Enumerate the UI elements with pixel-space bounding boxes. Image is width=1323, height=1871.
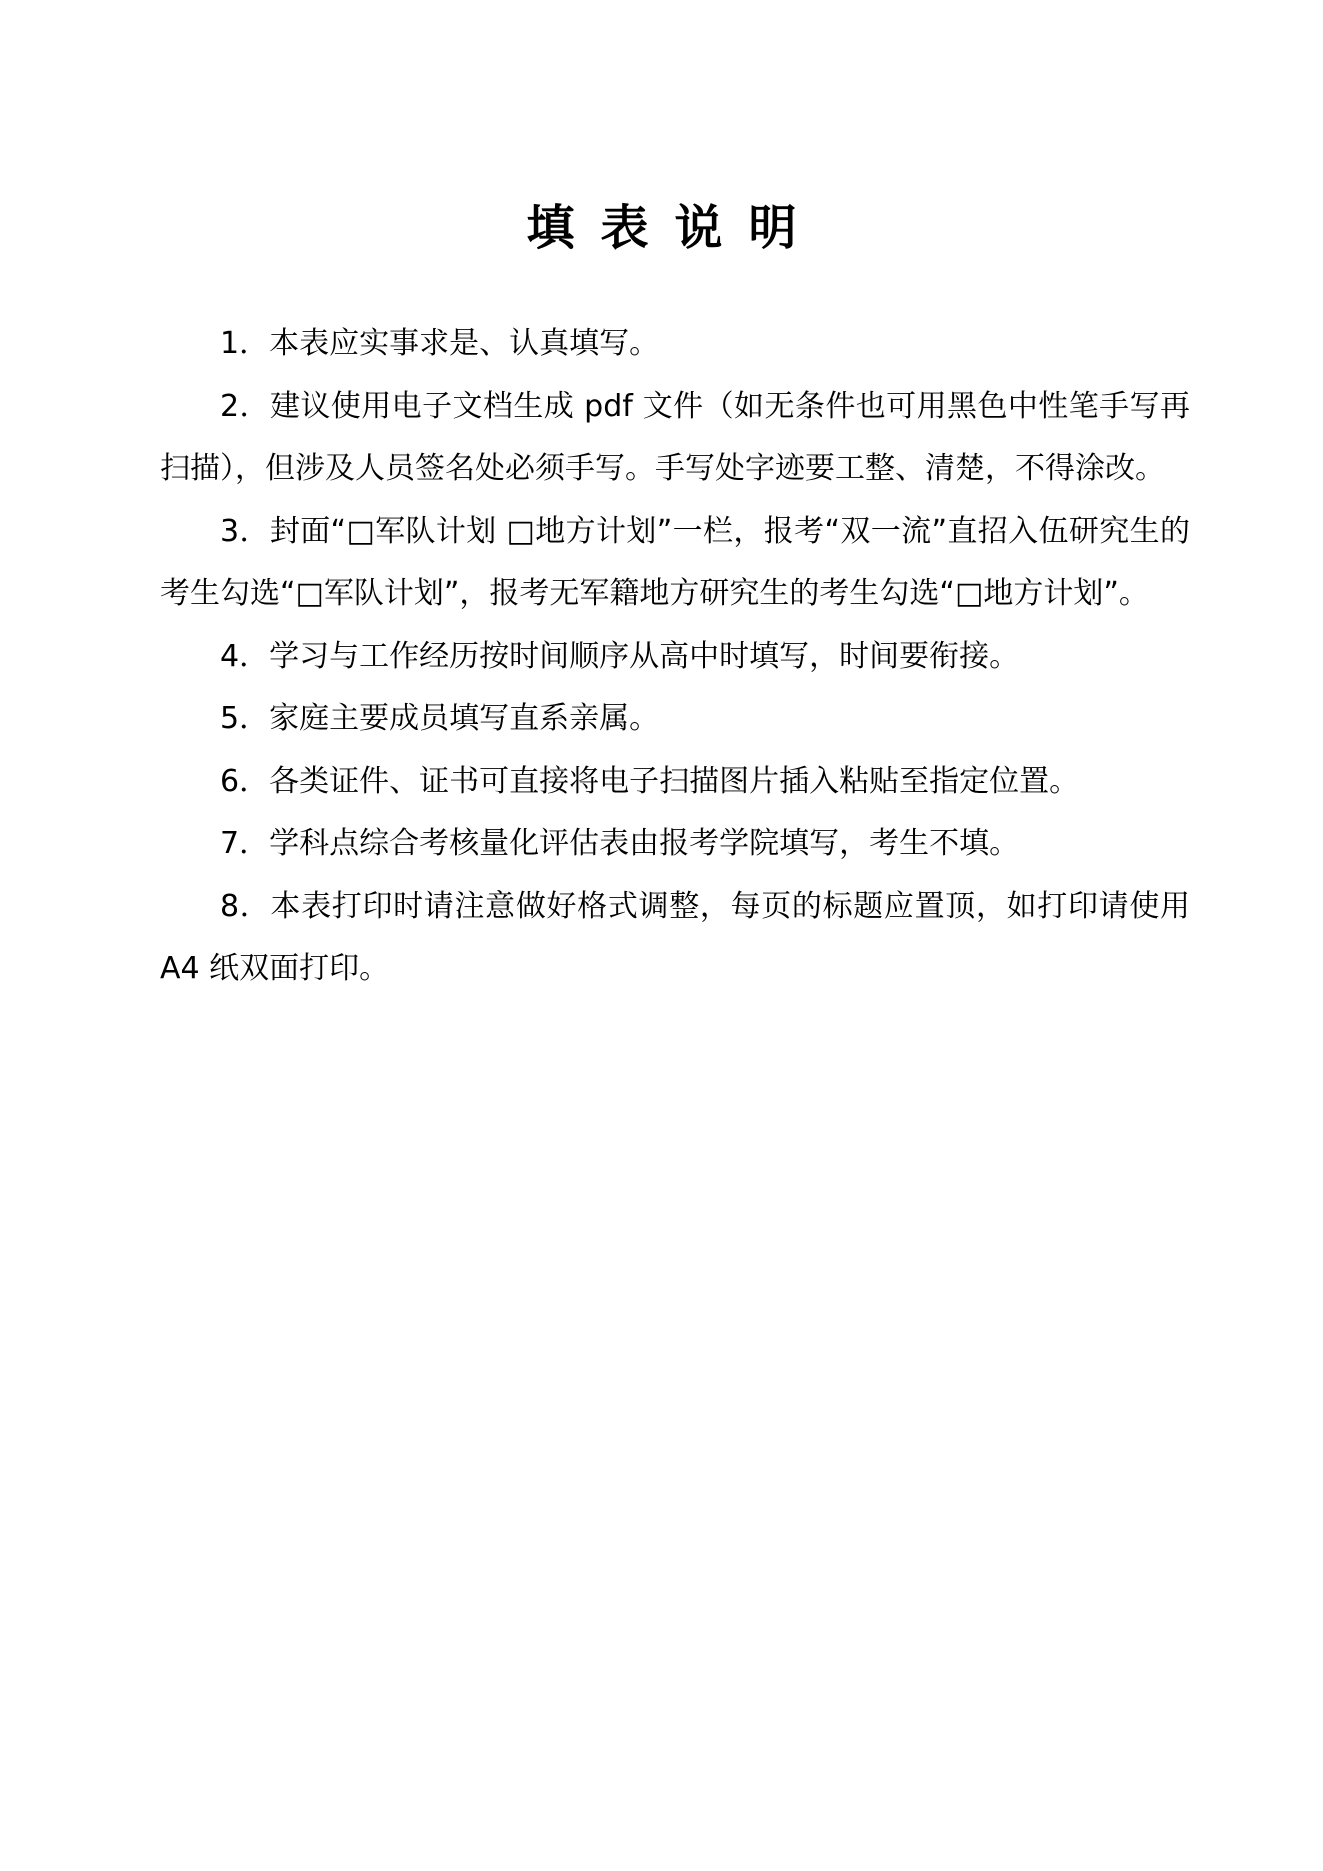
instruction-item: 5．家庭主要成员填写直系亲属。 [220,701,660,736]
instruction-item: 2．建议使用电子文档生成 pdf 文件（如无条件也可用黑色中性笔手写再扫描），但涉及人员签名处必须手写。手写处字迹要工整、清楚，不得涂改。 [160,388,1190,486]
instruction-item: 8．本表打印时请注意做好格式调整，每页的标题应置顶，如打印请使用 A4 纸双面打印。 [160,888,1190,986]
instruction-item: 6．各类证件、证书可直接将电子扫描图片插入粘贴至指定位置。 [220,763,1080,799]
instruction-item: 4．学习与工作经历按时间顺序从高中时填写，时间要衔接。 [220,638,1020,674]
page-title: 填表说明 [526,200,823,256]
instruction-item: 1．本表应实事求是、认真填写。 [220,326,660,361]
instruction-item: 7．学科点综合考核量化评估表由报考学院填写，考生不填。 [220,826,1020,861]
instruction-item: 3．封面“□军队计划 □地方计划”一栏，报考“双一流”直招入伍研究生的考生勾选“□军队计划”，报考无军籍地方研究生的考生勾选“□地方计划”。 [160,513,1190,611]
instruction-list [160,313,1190,1001]
